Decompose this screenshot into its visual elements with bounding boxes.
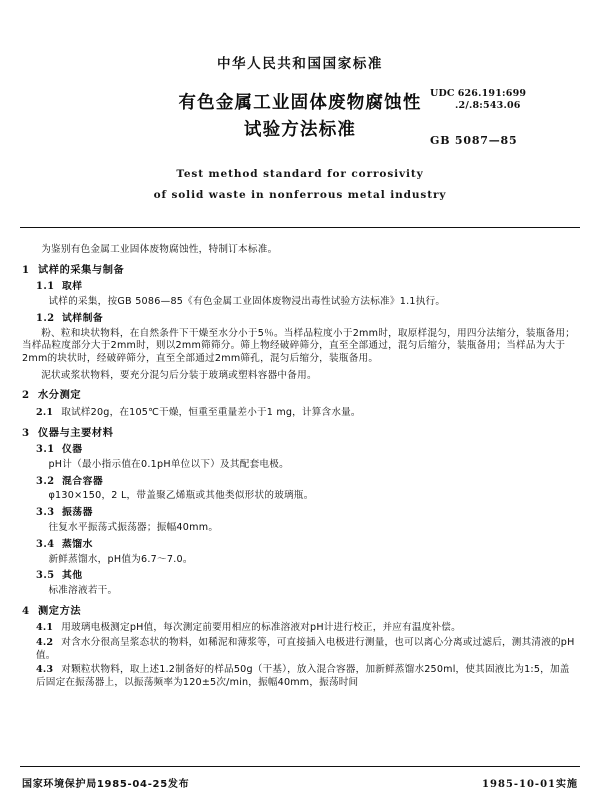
section-heading-2: [22, 389, 578, 402]
section-number-3: 3: [22, 426, 30, 439]
section-title-2: 水分测定: [38, 390, 82, 402]
subsection-number-1-1: 1.1: [36, 281, 55, 293]
numbered-item-4-2: [22, 637, 578, 662]
gb-standard-number: GB 5087—85: [430, 133, 518, 147]
footer-issuer: 国家环境保护局1985-04-25发布: [22, 779, 190, 790]
subsection-body-3-5: 标准溶液若干。: [48, 585, 118, 597]
item-number-4-2: 4.2: [36, 636, 54, 648]
document-title-cn-line1: 有色金属工业固体废物腐蚀性: [178, 93, 422, 113]
section-number-2: 2: [22, 389, 30, 402]
item-text-4-2: 对含水分很高呈浆态状的物料，如稀泥和薄浆等，可直接插入电极进行测量，也可以离心分离或过滤后，测其清液的pH值。: [36, 636, 575, 661]
section-heading-1: [22, 264, 578, 277]
subsection-number-3-1: 3.1: [36, 443, 55, 455]
item-text-4-3: 对颗粒状物料，取上述1.2制备好的样品50g（干基），放入混合容器，加新鲜蒸馏水250ml，使其固液比为1:5，加盖后固定在振荡器上，以振荡频率为120±5次/min，振幅40mm，振荡时间: [36, 664, 570, 688]
section-number-4: 4: [22, 604, 30, 617]
document-title-cn-line2: 试验方法标准: [243, 120, 357, 141]
standard-codes: [430, 88, 580, 147]
subsection-title-3-2: 混合容器: [62, 475, 104, 487]
document-masthead: [0, 0, 600, 205]
subsection-body-3-3: 往复水平振荡式振荡器；振幅40mm。: [48, 522, 219, 534]
section-heading-3: [22, 427, 578, 440]
subsection-title-3-4: 蒸馏水: [62, 538, 93, 550]
subsection-heading-3-3: [22, 507, 578, 520]
footer-effective-date: 1985-10-01实施: [482, 779, 578, 790]
document-body: [22, 228, 578, 689]
subsection-title-3-1: 仪器: [62, 443, 83, 455]
subsection-number-3-2: 3.2: [36, 475, 55, 487]
document-title-en-line1: Test method standard for corrosivity: [176, 168, 424, 181]
numbered-item-4-3: [22, 664, 578, 689]
subsection-heading-1-1: [22, 281, 578, 294]
item-text-2-1: 取试样20g，在105℃干燥，恒重至重量差小于1 mg，计算含水量。: [61, 406, 361, 418]
item-text-4-1: 用玻璃电极测定pH值，每次测定前要用相应的标准溶液对pH计进行校正，并应有温度补偿。: [61, 622, 461, 634]
subsection-title-1-2: 试样制备: [62, 312, 104, 324]
subsection-number-3-4: 3.4: [36, 538, 55, 550]
item-number-2-1: 2.1: [36, 406, 54, 418]
subsection-heading-3-5: [22, 570, 578, 583]
subsection-number-3-5: 3.5: [36, 570, 55, 582]
subsection-body-1-2-p1: 粉、粒和块状物料，在自然条件下干燥至水分小于5％。当样品粒度小于2mm时，取原样混匀，用四分法缩分，装瓶备用；当样品粒度部分大于2mm时，则以2mm筛筛分。筛上物经破碎筛分，直至全部通过，混匀后缩分，装瓶备用；当样品为大于2mm的块状时，经破碎筛分，直至全部通过2mm筛孔，混匀后缩分，装瓶备用。: [22, 327, 576, 365]
subsection-number-3-3: 3.3: [36, 507, 55, 519]
subsection-heading-1-2: [22, 313, 578, 326]
item-number-4-1: 4.1: [36, 622, 54, 634]
subsection-heading-3-1: [22, 444, 578, 457]
section-title-3: 仪器与主要材料: [38, 427, 114, 439]
footer-divider: [20, 766, 580, 767]
subsection-body-1-2-p2: 泥状或浆状物料，要充分混匀后分装于玻璃或塑料容器中备用。: [41, 369, 317, 381]
nation-header: 中华人民共和国国家标准: [216, 56, 384, 72]
udc-value-line2: .2/.8:543.06: [455, 99, 521, 111]
subsection-body-3-2: φ130×150，2 L，带盖聚乙烯瓶或其他类似形状的玻璃瓶。: [48, 490, 314, 502]
document-footer: [22, 775, 578, 790]
udc-value-line1: 626.191:699: [457, 88, 527, 99]
subsection-title-1-1: 取样: [62, 281, 83, 293]
subsection-title-3-5: 其他: [62, 570, 83, 582]
udc-code: [430, 88, 580, 112]
document-title-en-line2: of solid waste in nonferrous metal industry: [153, 188, 447, 201]
section-heading-4: [22, 605, 578, 618]
section-number-1: 1: [22, 263, 30, 276]
numbered-item-4-1: [22, 622, 578, 635]
subsection-body-3-1: pH计（最小指示值在0.1pH单位以下）及其配套电极。: [48, 458, 289, 470]
subsection-body-1-1: 试样的采集，按GB 5086—85《有色金属工业固体废物浸出毒性试验方法标准》1.1执行。: [48, 296, 446, 308]
section-title-4: 测定方法: [38, 605, 82, 617]
numbered-item-2-1: [22, 407, 578, 420]
section-title-1: 试样的采集与制备: [38, 264, 125, 276]
subsection-title-3-3: 振荡器: [62, 507, 93, 519]
subsection-number-1-2: 1.2: [36, 312, 55, 324]
item-number-4-3: 4.3: [36, 664, 54, 676]
subsection-body-3-4: 新鲜蒸馏水，pH值为6.7～7.0。: [48, 553, 193, 565]
preamble-paragraph: 为鉴别有色金属工业固体废物腐蚀性，特制订本标准。: [41, 244, 278, 256]
document-title-en: [0, 164, 600, 205]
subsection-heading-3-4: [22, 539, 578, 552]
udc-label: UDC: [430, 88, 455, 99]
subsection-heading-3-2: [22, 476, 578, 489]
